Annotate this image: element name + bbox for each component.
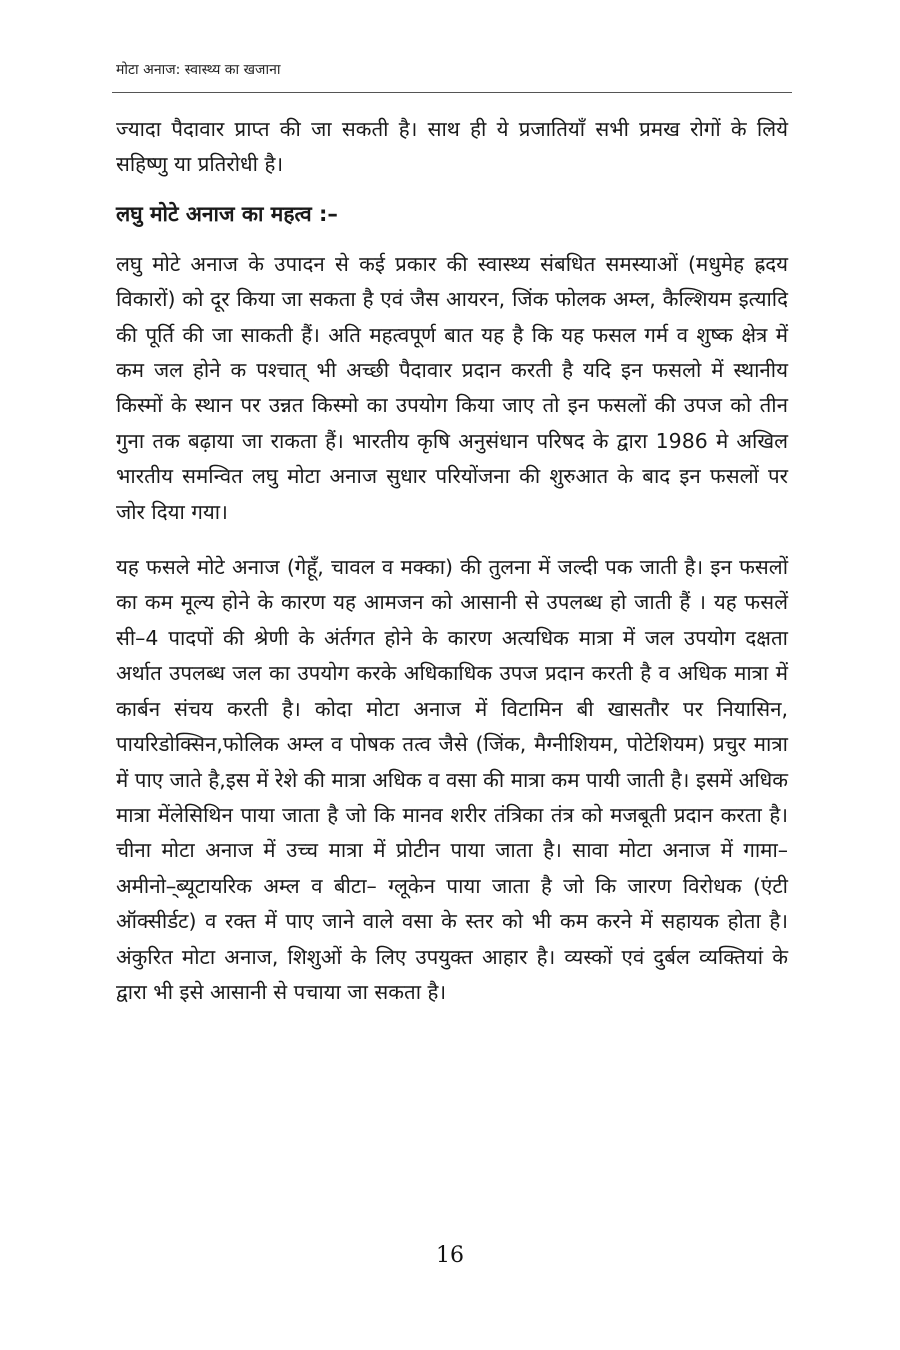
page-body: [116, 112, 788, 1010]
header-divider: [112, 92, 792, 93]
section-heading: लघु मोटे अनाज का महत्व :–: [116, 201, 338, 226]
body-paragraph-continued: ज्यादा पैदावार प्राप्त की जा सकती है। साथ ही ये प्रजातियाँ सभी प्रमख रोगों के लिये सहिष्णु या प्रतिरोधी है।: [116, 117, 788, 177]
running-header: मोटा अनाज: स्वास्थ्य का खजाना: [116, 62, 281, 78]
page-number: 16: [436, 1243, 464, 1268]
body-paragraph-importance: लघु मोटे अनाज के उपादन से कई प्रकार की स्वास्थ्य संबधित समस्याओं (मधुमेह ह्रदय विकारों) को दूर किया जा सकता है एवं जैस आयरन, जिंक फोलक अम्ल, कैल्शियम इत्यादि की पूर्ति की जा साकती हैं। अति महत्वपूर्ण बात यह है कि यह फसल गर्म व शुष्क क्षेत्र में कम जल होने क पश्चात् भी अच्छी पैदावार प्रदान करती है यदि इन फसलो में स्थानीय किस्मों के स्थान पर उन्नत किस्मो का उपयोग किया जाए तो इन फसलों की उपज को तीन गुना तक बढ़ाया जा राकता हैं। भारतीय कृषि अनुसंधान परिषद के द्वारा 1986 मे अखिल भारतीय समन्वित लघु मोटा अनाज सुधार परियोंजना की शुरुआत के बाद इन फसलों पर जोर दिया गया।: [116, 251, 788, 524]
body-paragraph-nutrition: यह फसले मोटे अनाज (गेहूँ, चावल व मक्का) की तुलना में जल्दी पक जाती है। इन फसलों का कम मूल्य होने के कारण यह आमजन को आसानी से उपलब्ध हो जाती हैं । यह फसलें सी–4 पादपों की श्रेणी के अंर्तगत होने के कारण अत्यधिक मात्रा में जल उपयोग दक्षता अर्थात उपलब्ध जल का उपयोग करके अधिकाधिक उपज प्रदान करती है व अधिक मात्रा में कार्बन संचय करती है। कोदा मोटा अनाज में विटामिन बी खासतौर पर नियासिन, पायरिडोक्सिन,फोलिक अम्ल व पोषक तत्व जैसे (जिंक, मैग्नीशियम, पोटेशियम) प्रचुर मात्रा में पाए जाते है,इस में रेशे की मात्रा अधिक व वसा की मात्रा कम पायी जाती है। इसमें अधिक मात्रा मेंलेसिथिन पाया जाता है जो कि मानव शरीर तंत्रिका तंत्र को मजबूती प्रदान करता है। चीना मोटा अनाज में उच्च मात्रा में प्रोटीन पाया जाता है। सावा मोटा अनाज में गामा–अमीनो–्ब्यूटायरिक अम्ल व बीटा– ग्लूकेन पाया जाता है जो कि जारण विरोधक (एंटी ऑक्सीर्डट) व रक्त में पाए जाने वाले वसा के स्तर को भी कम करने में सहायक होता है। अंकुरित मोटा अनाज, शिशुओं के लिए उपयुक्त आहार है। व्यस्कों एवं दुर्बल व्यक्तियां के द्वारा भी इसे आसानी से पचाया जा सकता है।: [116, 555, 789, 1004]
